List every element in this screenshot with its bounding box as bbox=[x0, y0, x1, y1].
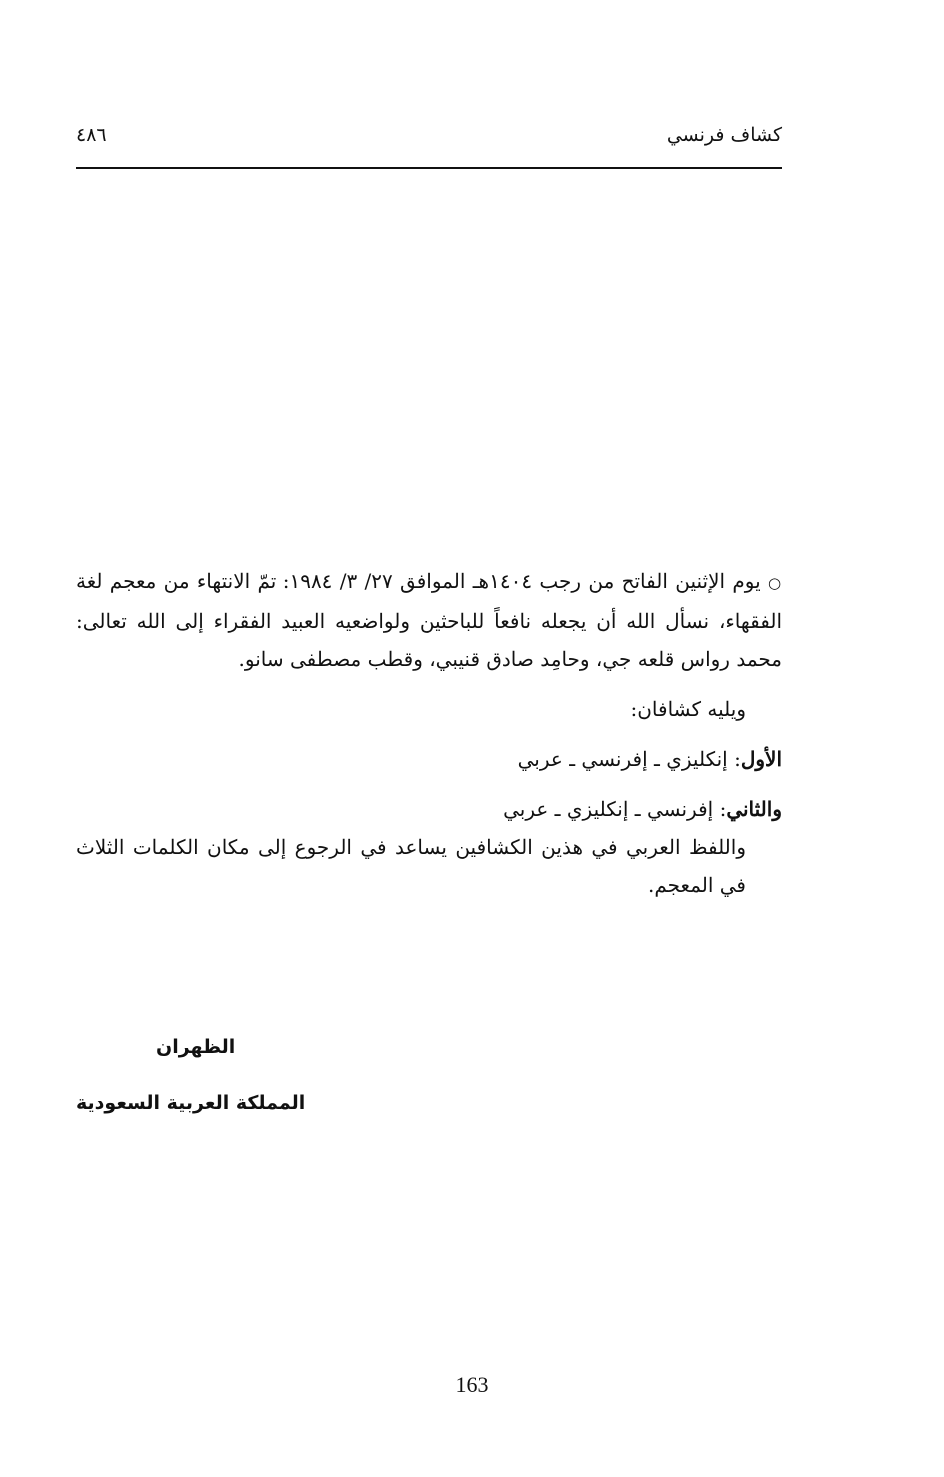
first-index-text: : إنكليزي ـ إفرنسي ـ عربي bbox=[517, 747, 741, 771]
footer-page-number: 163 bbox=[455, 1372, 489, 1397]
second-index-line bbox=[76, 790, 782, 828]
second-index-text: : إفرنسي ـ إنكليزي ـ عربي bbox=[503, 797, 727, 821]
intro-text: يوم الإثنين الفاتح من رجب ١٤٠٤هـ الموافق ٢٧/ ٣/ ١٩٨٤: تمّ الانتهاء من معجم لغة الفقهاء، نسأل الله أن يجعله نافعاً للباحثين ولواضعيه العبيد الفقراء إلى الله تعالى: محمد رواس قلعه جي، وحامِد صادق قنيبي، وقطب مصطفى سانو. bbox=[76, 569, 782, 671]
header-page-number: ٤٨٦ bbox=[76, 124, 107, 146]
header-rule bbox=[76, 167, 782, 169]
page-header bbox=[76, 118, 782, 166]
follows-line: ويليه كشافان: bbox=[630, 697, 746, 721]
signature-city: الظهران bbox=[156, 1036, 236, 1058]
intro-paragraph bbox=[76, 562, 782, 678]
running-title: كشاف فرنسي bbox=[666, 124, 782, 146]
first-index-line bbox=[76, 740, 782, 778]
body-text bbox=[76, 562, 782, 904]
signature-country: المملكة العربية السعودية bbox=[76, 1092, 306, 1114]
circle-bullet-icon: ○ bbox=[767, 574, 782, 592]
first-index-label: الأول bbox=[740, 747, 782, 771]
second-index-label: والثاني bbox=[726, 797, 782, 821]
closing-paragraph: واللفظ العربي في هذين الكشافين يساعد في الرجوع إلى مكان الكلمات الثلاث في المعجم. bbox=[76, 835, 746, 897]
